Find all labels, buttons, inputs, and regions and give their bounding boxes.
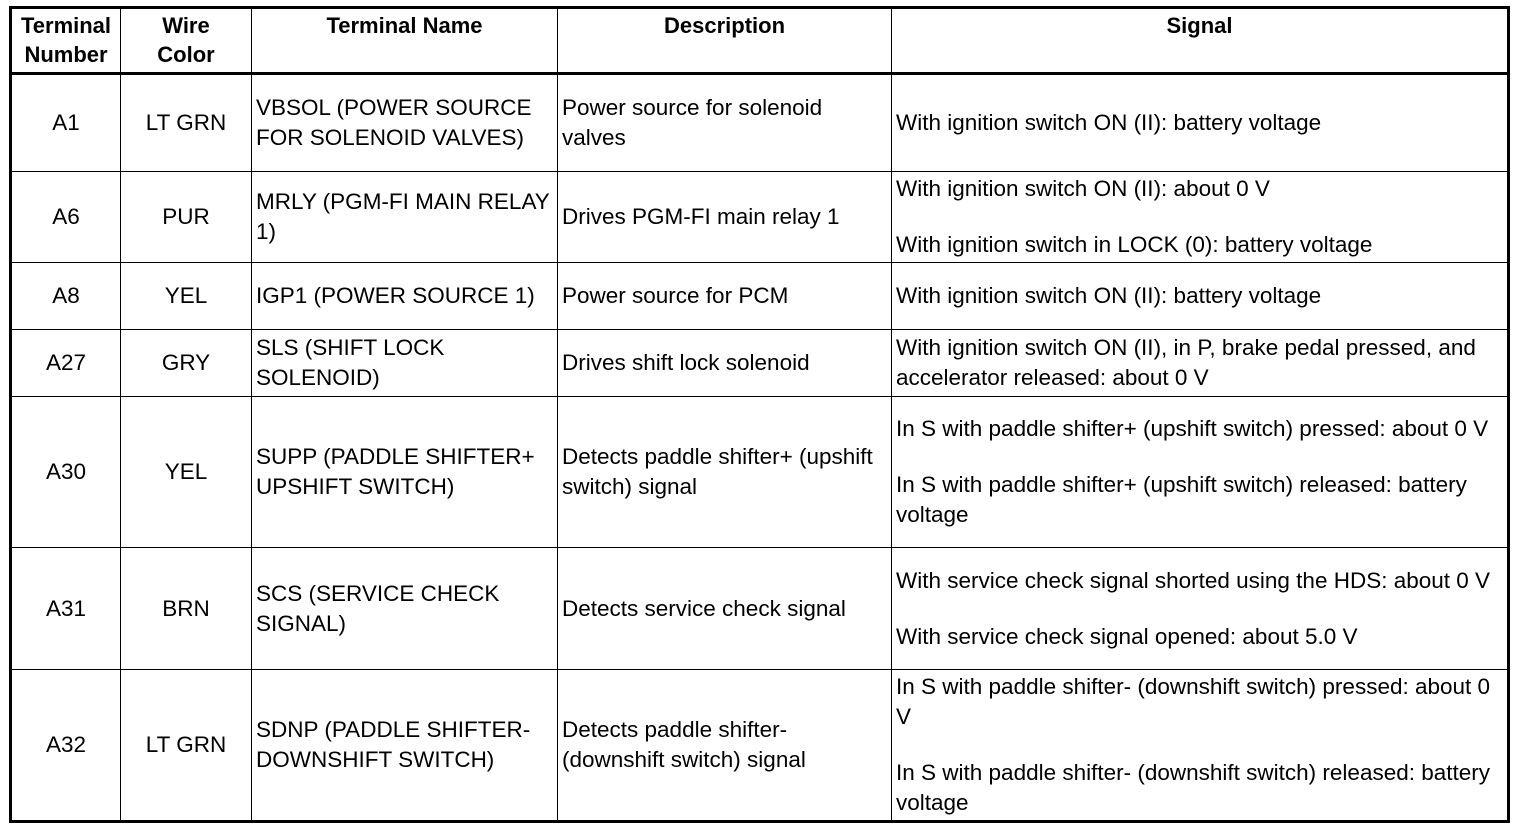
cell-terminal-number: A32	[11, 670, 121, 822]
cell-terminal-name: SLS (SHIFT LOCK SOLENOID)	[252, 330, 558, 397]
cell-description: Detects paddle shifter+ (upshift switch) signal	[558, 397, 892, 548]
header-terminal-number-line1: Terminal	[20, 13, 112, 38]
cell-signal	[892, 548, 1509, 670]
signal-line: In S with paddle shifter+ (upshift switch) pressed: about 0 V	[896, 416, 1489, 441]
signal-line: With ignition switch ON (II), in P, brake pedal pressed, and accelerator released: about 0 V	[896, 335, 1476, 390]
table-row	[11, 397, 1509, 548]
cell-wire-color: LT GRN	[121, 670, 252, 822]
cell-wire-color: PUR	[121, 172, 252, 263]
cell-description: Power source for PCM	[558, 263, 892, 330]
cell-signal	[892, 74, 1509, 172]
cell-wire-color: LT GRN	[121, 74, 252, 172]
table-row	[11, 330, 1509, 397]
table-row	[11, 263, 1509, 330]
header-terminal-number	[11, 8, 121, 74]
cell-terminal-number: A8	[11, 263, 121, 330]
header-description: Description	[558, 8, 892, 74]
cell-terminal-number: A6	[11, 172, 121, 263]
cell-terminal-name: SCS (SERVICE CHECK SIGNAL)	[252, 548, 558, 670]
header-signal: Signal	[892, 8, 1509, 74]
cell-description: Power source for solenoid valves	[558, 74, 892, 172]
signal-line: In S with paddle shifter- (downshift switch) pressed: about 0 V	[896, 674, 1491, 729]
cell-terminal-number: A31	[11, 548, 121, 670]
header-terminal-number-line2: Number	[24, 42, 108, 67]
cell-wire-color: GRY	[121, 330, 252, 397]
cell-terminal-name: VBSOL (POWER SOURCE FOR SOLENOID VALVES)	[252, 74, 558, 172]
signal-line: In S with paddle shifter- (downshift switch) released: battery voltage	[896, 760, 1491, 815]
table-row	[11, 172, 1509, 263]
table-header	[11, 8, 1509, 74]
signal-line: With ignition switch ON (II): battery voltage	[896, 283, 1322, 308]
cell-wire-color: YEL	[121, 263, 252, 330]
cell-signal	[892, 670, 1509, 822]
cell-description: Detects service check signal	[558, 548, 892, 670]
cell-terminal-name: IGP1 (POWER SOURCE 1)	[252, 263, 558, 330]
table-body	[11, 74, 1509, 822]
cell-terminal-number: A1	[11, 74, 121, 172]
cell-description: Drives shift lock solenoid	[558, 330, 892, 397]
table-row	[11, 670, 1509, 822]
cell-terminal-number: A30	[11, 397, 121, 548]
cell-signal	[892, 330, 1509, 397]
signal-line: In S with paddle shifter+ (upshift switch) released: battery voltage	[896, 472, 1467, 527]
cell-wire-color: BRN	[121, 548, 252, 670]
signal-line: With service check signal shorted using the HDS: about 0 V	[896, 567, 1491, 593]
table-row	[11, 548, 1509, 670]
table-row	[11, 74, 1509, 172]
terminal-table	[9, 6, 1510, 823]
cell-description: Detects paddle shifter- (downshift switch) signal	[558, 670, 892, 822]
cell-signal	[892, 263, 1509, 330]
signal-line: With service check signal opened: about 5.0 V	[896, 623, 1358, 649]
cell-terminal-number: A27	[11, 330, 121, 397]
header-wire-color-line2: Color	[157, 42, 215, 67]
cell-terminal-name: SDNP (PADDLE SHIFTER- DOWNSHIFT SWITCH)	[252, 670, 558, 822]
cell-signal	[892, 397, 1509, 548]
header-wire-color	[121, 8, 252, 74]
header-wire-color-line1: Wire	[162, 13, 210, 38]
signal-line: With ignition switch in LOCK (0): battery voltage	[896, 232, 1373, 257]
cell-terminal-name: SUPP (PADDLE SHIFTER+ UPSHIFT SWITCH)	[252, 397, 558, 548]
cell-description: Drives PGM-FI main relay 1	[558, 172, 892, 263]
cell-terminal-name: MRLY (PGM-FI MAIN RELAY 1)	[252, 172, 558, 263]
signal-line: With ignition switch ON (II): about 0 V	[896, 176, 1270, 201]
cell-wire-color: YEL	[121, 397, 252, 548]
cell-signal	[892, 172, 1509, 263]
header-terminal-name: Terminal Name	[252, 8, 558, 74]
signal-line: With ignition switch ON (II): battery voltage	[896, 110, 1322, 135]
